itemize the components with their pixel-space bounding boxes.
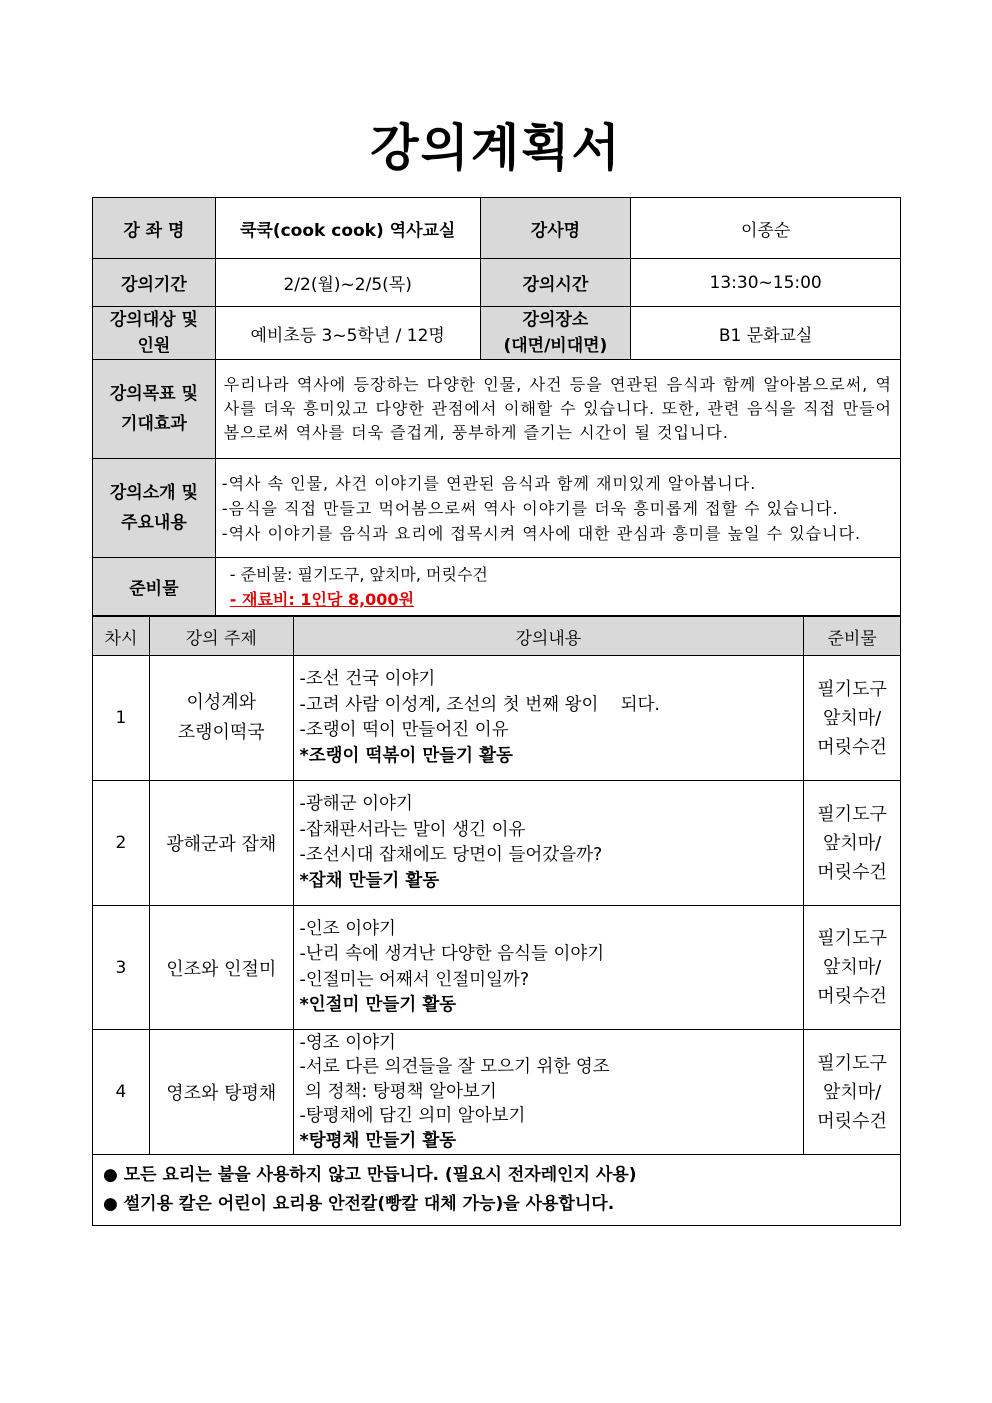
content-line: -난리 속에 생겨난 다양한 음식들 이야기 bbox=[299, 944, 605, 964]
materials-content bbox=[215, 558, 900, 616]
session-prep bbox=[804, 656, 901, 781]
session-row-4 bbox=[93, 1030, 901, 1155]
session-content bbox=[293, 906, 804, 1030]
period-value: 2/2(월)~2/5(목) bbox=[215, 259, 480, 307]
content-line: -조선시대 잡채에도 당면이 들어갔을까? bbox=[299, 845, 603, 865]
content-line: -탕평채에 담긴 의미 알아보기 bbox=[299, 1106, 526, 1127]
note-line: ● 썰기용 칼은 어린이 요리용 안전칼(빵칼 대체 가능)을 사용합니다. bbox=[103, 1194, 615, 1214]
note-line: ● 모든 요리는 불을 사용하지 않고 만듭니다. (필요시 전자레인지 사용) bbox=[103, 1165, 637, 1185]
intro-label-line2: 주요내용 bbox=[121, 513, 187, 533]
prep-line: 필기도구 bbox=[817, 928, 887, 949]
prep-line: 앞치마/ bbox=[822, 1081, 882, 1103]
intro-label bbox=[93, 459, 216, 558]
intro-line: -역사 이야기를 음식과 요리에 접목시켜 역사에 대한 관심과 흥미를 높일 수 있습니다. bbox=[221, 523, 862, 543]
session-row-1 bbox=[93, 656, 901, 781]
session-topic: 광해군과 잡채 bbox=[149, 781, 293, 906]
content-line: 의 정책: 탕평책 알아보기 bbox=[299, 1081, 497, 1102]
prep-line: 머릿수건 bbox=[817, 861, 887, 883]
materials-line: - 준비물: 필기도구, 앞치마, 머릿수건 bbox=[229, 564, 488, 584]
activity-line: *탕평채 만들기 활동 bbox=[299, 1130, 457, 1151]
header-topic: 강의 주제 bbox=[149, 617, 293, 656]
target-value: 예비초등 3~5학년 / 12명 bbox=[215, 307, 480, 360]
content-line: -서로 다른 의견들을 잘 모으기 위한 영조 bbox=[299, 1057, 610, 1078]
time-value: 13:30~15:00 bbox=[631, 259, 901, 307]
course-info-table bbox=[92, 197, 901, 616]
materials-fee: - 재료비: 1인당 8,000원 bbox=[229, 589, 415, 609]
prep-line: 필기도구 bbox=[817, 803, 887, 825]
notes-section bbox=[93, 1155, 901, 1226]
prep-line: 머릿수건 bbox=[817, 986, 887, 1007]
header-session: 차시 bbox=[93, 617, 150, 656]
session-content bbox=[293, 656, 804, 781]
content-line: -잡채판서라는 말이 생긴 이유 bbox=[299, 819, 526, 840]
place-value: B1 문화교실 bbox=[631, 307, 901, 360]
content-line: -조선 건국 이야기 bbox=[299, 669, 436, 689]
session-row-3 bbox=[93, 906, 901, 1030]
content-line: -조랭이 떡이 만들어진 이유 bbox=[299, 720, 509, 740]
session-topic bbox=[149, 656, 293, 781]
prep-line: 머릿수건 bbox=[817, 1110, 887, 1132]
session-number: 3 bbox=[93, 906, 150, 1030]
time-label: 강의시간 bbox=[480, 259, 631, 307]
session-topic: 영조와 탕평채 bbox=[149, 1030, 293, 1155]
session-prep bbox=[804, 906, 901, 1030]
session-prep bbox=[804, 781, 901, 906]
session-prep bbox=[804, 1030, 901, 1155]
intro-content bbox=[215, 459, 900, 558]
session-topic: 인조와 인절미 bbox=[149, 906, 293, 1030]
session-row-2 bbox=[93, 781, 901, 906]
content-line: -영조 이야기 bbox=[299, 1032, 396, 1053]
goal-label-line1: 강의목표 및 bbox=[109, 384, 198, 404]
target-label bbox=[93, 307, 216, 360]
course-name-value: 쿡쿡(cook cook) 역사교실 bbox=[215, 198, 480, 259]
prep-line: 머릿수건 bbox=[817, 736, 887, 758]
target-label-line1: 강의대상 및 bbox=[109, 310, 198, 330]
intro-label-line1: 강의소개 및 bbox=[109, 483, 198, 503]
goal-label bbox=[93, 360, 216, 459]
content-line: -광해군 이야기 bbox=[299, 794, 413, 814]
session-number: 1 bbox=[93, 656, 150, 781]
content-line: -인조 이야기 bbox=[299, 918, 396, 939]
content-line: -고려 사람 이성계, 조선의 첫 번째 왕이 되다. bbox=[299, 694, 660, 715]
prep-line: 필기도구 bbox=[817, 678, 887, 700]
intro-line: -음식을 직접 만들고 먹어봄으로써 역사 이야기를 더욱 흥미롭게 접할 수 있습니다. bbox=[221, 498, 839, 518]
header-prep: 준비물 bbox=[804, 617, 901, 656]
instructor-label: 강사명 bbox=[480, 198, 631, 259]
topic-line1: 이성계와 bbox=[186, 692, 256, 713]
content-line: -인절미는 어째서 인절미일까? bbox=[299, 969, 530, 990]
materials-label: 준비물 bbox=[93, 558, 216, 616]
goal-label-line2: 기대효과 bbox=[121, 414, 187, 434]
instructor-value: 이종순 bbox=[631, 198, 901, 259]
place-label-line1: 강의장소 bbox=[522, 310, 589, 330]
activity-line: *인절미 만들기 활동 bbox=[299, 995, 457, 1015]
place-label bbox=[480, 307, 631, 360]
intro-line: -역사 속 인물, 사건 이야기를 연관된 음식과 함께 재미있게 알아봅니다. bbox=[221, 473, 757, 493]
session-number: 4 bbox=[93, 1030, 150, 1155]
prep-line: 앞치마/ bbox=[822, 707, 882, 729]
activity-line: *조랭이 떡볶이 만들기 활동 bbox=[299, 745, 513, 766]
place-label-line2: (대면/비대면) bbox=[503, 336, 608, 356]
activity-line: *잡채 만들기 활동 bbox=[299, 870, 440, 891]
schedule-table bbox=[92, 616, 901, 1226]
topic-line2: 조랭이떡국 bbox=[177, 722, 265, 743]
goal-text: 우리나라 역사에 등장하는 다양한 인물, 사건 등을 연관된 음식과 함께 알아봄으로써, 역사를 더욱 흥미있고 다양한 관점에서 이해할 수 있습니다. 또한, 관련 음식을 직접 만들어 봄으로써 역사를 더욱 즐겁게, 풍부하게 즐기는 시간이 될 것입니다. bbox=[215, 360, 900, 459]
prep-line: 앞치마/ bbox=[822, 957, 882, 978]
prep-line: 앞치마/ bbox=[822, 832, 882, 854]
session-content bbox=[293, 1030, 804, 1155]
target-label-line2: 인원 bbox=[137, 336, 171, 356]
prep-line: 필기도구 bbox=[817, 1052, 887, 1074]
session-content bbox=[293, 781, 804, 906]
course-name-label: 강 좌 명 bbox=[93, 198, 216, 259]
period-label: 강의기간 bbox=[93, 259, 216, 307]
header-content: 강의내용 bbox=[293, 617, 804, 656]
session-number: 2 bbox=[93, 781, 150, 906]
page-title: 강의계획서 bbox=[370, 119, 622, 177]
